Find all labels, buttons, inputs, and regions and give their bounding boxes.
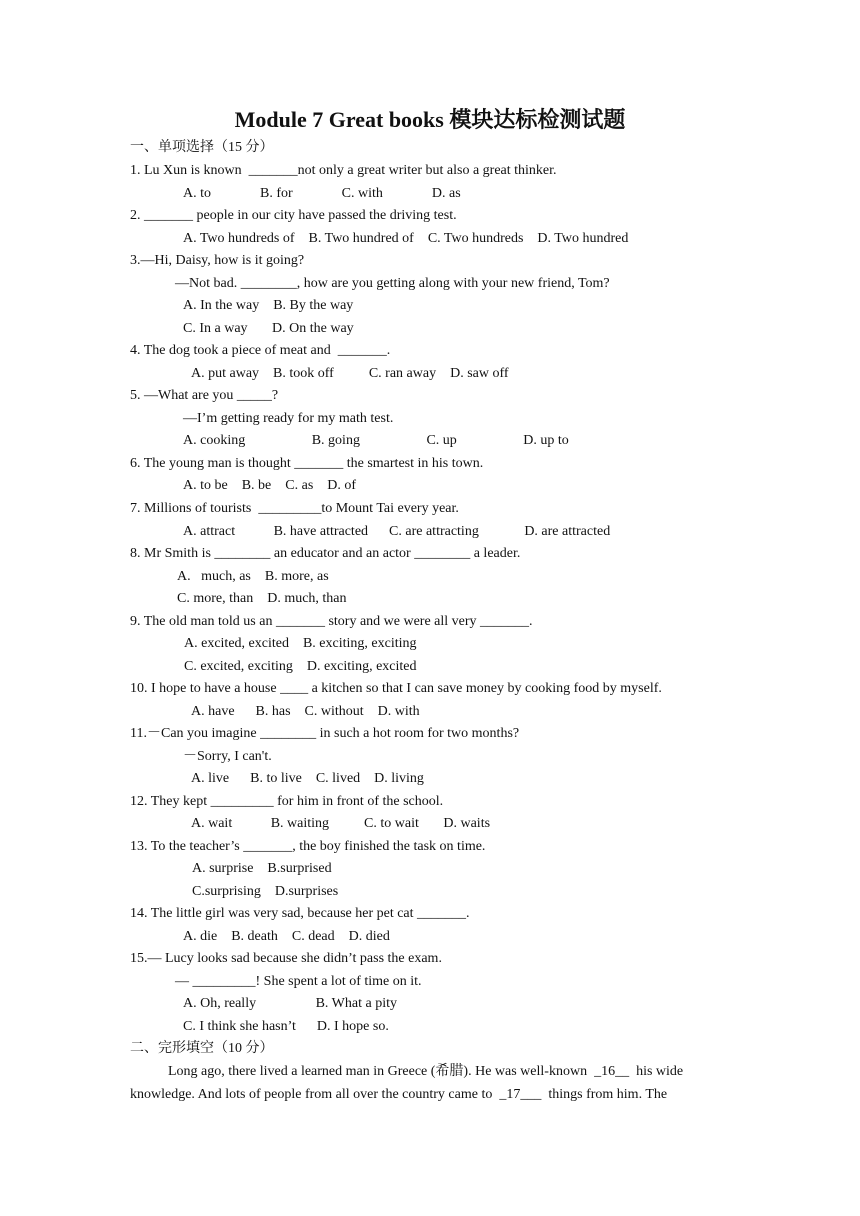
question-10-options: A. have B. has C. without D. with xyxy=(191,704,420,719)
question-11: 11.－Can you imagine ________ in such a hot room for two months? xyxy=(130,726,520,741)
question-15-options-row1: A. Oh, really B. What a pity xyxy=(183,996,397,1011)
question-12-options: A. wait B. waiting C. to wait D. waits xyxy=(191,816,491,831)
question-15-options-row2: C. I think she hasn’t D. I hope so. xyxy=(183,1019,389,1034)
section-heading-single-choice: 一、单项选择（15 分） xyxy=(130,140,274,155)
question-2: 2. _______ people in our city have passed the driving test. xyxy=(130,208,457,223)
question-13: 13. To the teacher’s _______, the boy finished the task on time. xyxy=(130,839,486,854)
question-3-options-row1: A. In the way B. By the way xyxy=(183,298,354,313)
question-9: 9. The old man told us an _______ story and we were all very _______. xyxy=(130,614,533,629)
question-9-options-row1: A. excited, excited B. exciting, exciting xyxy=(184,636,417,651)
question-13-options-row1: A. surprise B.surprised xyxy=(192,861,332,876)
question-15-reply: — _________! She spent a lot of time on it. xyxy=(175,974,422,989)
question-4-options: A. put away B. took off C. ran away D. saw off xyxy=(191,366,509,381)
question-9-options-row2: C. excited, exciting D. exciting, excited xyxy=(184,659,417,674)
question-10: 10. I hope to have a house ____ a kitchen so that I can save money by cooking food by myself. xyxy=(130,681,662,696)
question-7-options: A. attract B. have attracted C. are attracting D. are attracted xyxy=(183,524,611,539)
question-12: 12. They kept _________ for him in front of the school. xyxy=(130,794,444,809)
question-3-options-row2: C. In a way D. On the way xyxy=(183,321,354,336)
question-5-reply: —I’m getting ready for my math test. xyxy=(183,411,394,426)
question-11-reply: －Sorry, I can't. xyxy=(183,749,272,764)
question-1: 1. Lu Xun is known _______not only a great writer but also a great thinker. xyxy=(130,163,557,178)
question-15: 15.— Lucy looks sad because she didn’t pass the exam. xyxy=(130,951,442,966)
question-14: 14. The little girl was very sad, because her pet cat _______. xyxy=(130,906,470,921)
question-4: 4. The dog took a piece of meat and _______. xyxy=(130,343,391,358)
question-6-options: A. to be B. be C. as D. of xyxy=(183,478,357,493)
page-title: Module 7 Great books 模块达标检测试题 xyxy=(234,107,626,132)
question-3: 3.—Hi, Daisy, how is it going? xyxy=(130,253,305,268)
question-3-reply: —Not bad. ________, how are you getting along with your new friend, Tom? xyxy=(175,276,610,291)
question-8-options-row1: A. much, as B. more, as xyxy=(177,569,329,584)
question-5-options: A. cooking B. going C. up D. up to xyxy=(183,433,569,448)
question-14-options: A. die B. death C. dead D. died xyxy=(183,929,390,944)
question-8: 8. Mr Smith is ________ an educator and an actor ________ a leader. xyxy=(130,546,521,561)
question-11-options: A. live B. to live C. lived D. living xyxy=(191,771,424,786)
question-8-options-row2: C. more, than D. much, than xyxy=(177,591,347,606)
question-1-options: A. to B. for C. with D. as xyxy=(183,186,461,201)
passage-line-2: knowledge. And lots of people from all over the country came to _17___ things from him. The xyxy=(130,1087,668,1102)
question-7: 7. Millions of tourists _________to Mount Tai every year. xyxy=(130,501,459,516)
passage-line-1: Long ago, there lived a learned man in Greece (希腊). He was well-known _16__ his wide xyxy=(168,1064,684,1079)
question-5: 5. —What are you _____? xyxy=(130,388,279,403)
question-6: 6. The young man is thought _______ the smartest in his town. xyxy=(130,456,484,471)
question-13-options-row2: C.surprising D.surprises xyxy=(192,884,339,899)
question-2-options: A. Two hundreds of B. Two hundred of C. Two hundreds D. Two hundred xyxy=(183,231,629,246)
section-heading-cloze: 二、完形填空（10 分） xyxy=(130,1041,274,1056)
